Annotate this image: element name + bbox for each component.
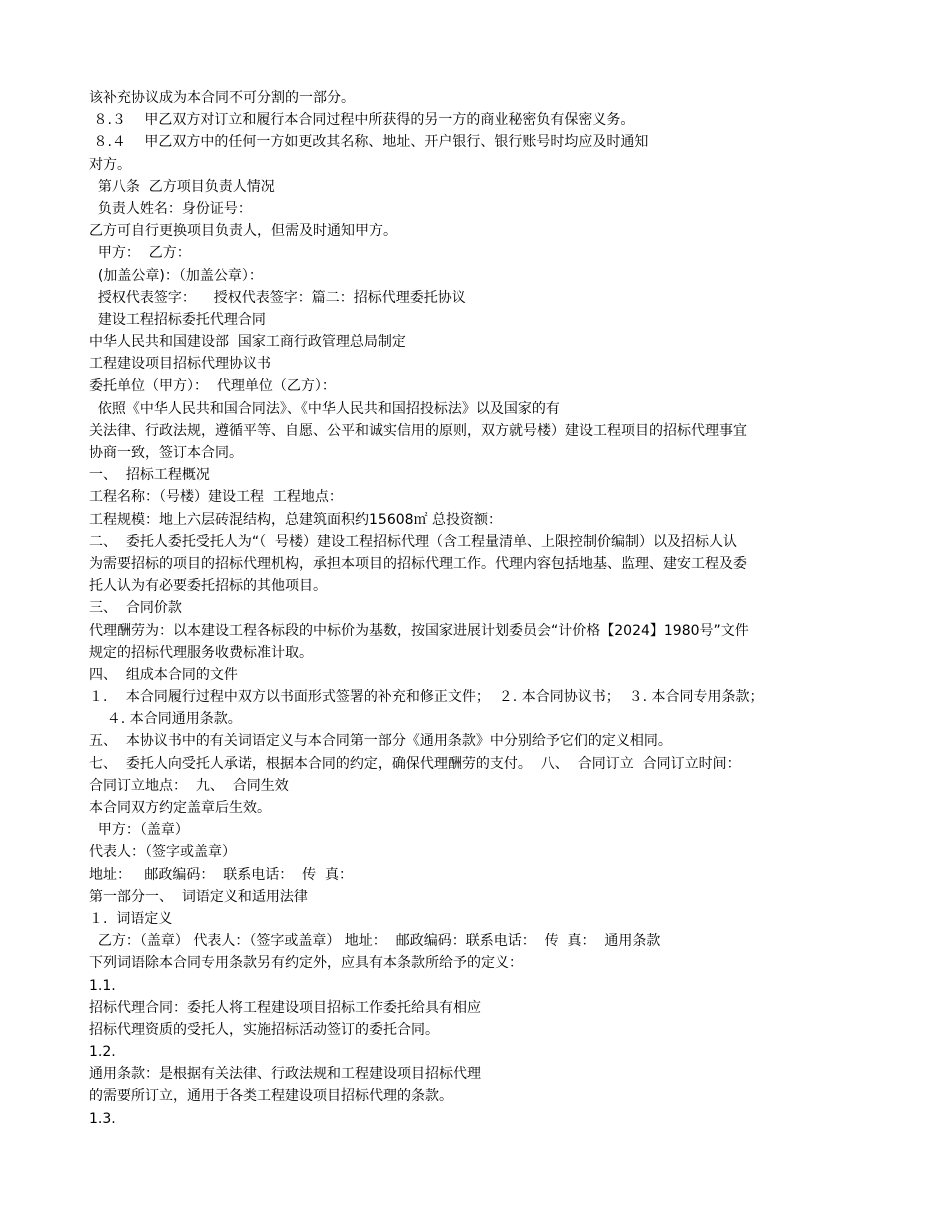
text-line: 一、 招标工程概况 bbox=[89, 467, 210, 484]
text-line: 招标代理合同：委托人将工程建设项目招标工作委托给具有相应 bbox=[89, 999, 481, 1016]
text-line: 为需要招标的项目的招标代理机构，承担本项目的招标代理工作。代理内容包括地基、监理、建安工程及委 bbox=[89, 555, 747, 572]
text-line: 托人认为有必要委托招标的其他项目。 bbox=[89, 578, 327, 595]
text-line: １. 本合同履行过程中双方以书面形式签署的补充和修正文件； ２. 本合同协议书； ３. 本合同专用条款； bbox=[89, 689, 764, 706]
text-line: １. 词语定义 bbox=[89, 910, 173, 927]
text-line: ４. 本合同通用条款。 bbox=[89, 711, 242, 728]
text-line: 关法律、行政法规，遵循平等、自愿、公平和诚实信用的原则，双方就号楼）建设工程项目的招标代理事宜 bbox=[89, 422, 747, 439]
text-line: 规定的招标代理服务收费标准计取。 bbox=[89, 644, 313, 661]
text-line: 招标代理资质的受托人，实施招标活动签订的委托合同。 bbox=[89, 1021, 439, 1038]
text-line: 代理酬劳为：以本建设工程各标段的中标价为基数，按国家进展计划委员会“计价格【2024】1980号”文件 bbox=[89, 622, 749, 639]
text-line: ８.４ 甲乙双方中的任何一方如更改其名称、地址、开户银行、银行账号时均应及时通知 bbox=[89, 134, 649, 151]
text-line: 五、 本协议书中的有关词语定义与本合同第一部分《通用条款》中分别给予它们的定义相同。 bbox=[89, 733, 672, 750]
text-line: 依照《中华人民共和国合同法》、《中华人民共和国招投标法》以及国家的有 bbox=[89, 400, 560, 417]
text-line: 第八条 乙方项目负责人情况 bbox=[89, 178, 275, 195]
text-line: 对方。 bbox=[89, 156, 131, 173]
text-line: 七、 委托人向受托人承诺，根据本合同的约定，确保代理酬劳的支付。 八、 合同订立 合同订立时间： bbox=[89, 755, 741, 772]
text-line: 乙方可自行更换项目负责人，但需及时通知甲方。 bbox=[89, 223, 397, 240]
text-line: 该补充协议成为本合同不可分割的一部分。 bbox=[89, 90, 355, 106]
text-line: 地址： 邮政编码： 联系电话： 传 真： bbox=[89, 866, 354, 883]
text-line: 工程规模：地上六层砖混结构，总建筑面积约15608㎡ 总投资额： bbox=[89, 511, 502, 528]
text-line: 授权代表签字： 授权代表签字：篇二：招标代理委托协议 bbox=[89, 289, 466, 306]
text-line: 1.2. bbox=[89, 1044, 116, 1061]
text-line: 1.3. bbox=[89, 1110, 116, 1127]
text-line: 1.1. bbox=[89, 977, 116, 994]
text-line: 代表人：（签字或盖章） bbox=[89, 844, 236, 861]
text-line: 下列词语除本合同专用条款另有约定外，应具有本条款所给予的定义： bbox=[89, 955, 523, 972]
text-line: 工程名称：（号楼）建设工程 工程地点： bbox=[89, 489, 343, 506]
text-line: 甲方：（盖章） bbox=[89, 822, 189, 839]
text-line: 通用条款：是根据有关法律、行政法规和工程建设项目招标代理 bbox=[89, 1066, 481, 1083]
text-line: 委托单位（甲方）： 代理单位（乙方）： bbox=[89, 378, 336, 395]
text-line: 甲方： 乙方： bbox=[89, 245, 191, 262]
text-line: 负责人姓名：身份证号： bbox=[89, 200, 252, 217]
text-line: 建设工程招标委托代理合同 bbox=[89, 311, 266, 328]
text-line: 第一部分一、 词语定义和适用法律 bbox=[89, 888, 308, 905]
text-line: 合同订立地点： 九、 合同生效 bbox=[89, 777, 289, 794]
text-line: 本合同双方约定盖章后生效。 bbox=[89, 800, 271, 816]
text-line: 协商一致，签订本合同。 bbox=[89, 445, 243, 461]
text-line: 乙方：（盖章） 代表人：（签字或盖章） 地址： 邮政编码：联系电话： 传 真： 通用条款 bbox=[89, 933, 661, 950]
document-page bbox=[89, 87, 929, 1130]
text-line: 中华人民共和国建设部 国家工商行政管理总局制定 bbox=[89, 334, 406, 351]
text-line: (加盖公章)：（加盖公章）： bbox=[89, 267, 263, 284]
text-line: 的需要所订立，通用于各类工程建设项目招标代理的条款。 bbox=[89, 1088, 453, 1105]
text-line: 四、 组成本合同的文件 bbox=[89, 666, 238, 683]
text-line: 三、 合同价款 bbox=[89, 600, 182, 617]
text-line: 二、 委托人委托受托人为“（ 号楼）建设工程招标代理（含工程量清单、上限控制价编制）以及招标人认 bbox=[89, 533, 738, 550]
text-line: 工程建设项目招标代理协议书 bbox=[89, 356, 271, 373]
text-line: ８.３ 甲乙双方对订立和履行本合同过程中所获得的另一方的商业秘密负有保密义务。 bbox=[89, 112, 635, 129]
